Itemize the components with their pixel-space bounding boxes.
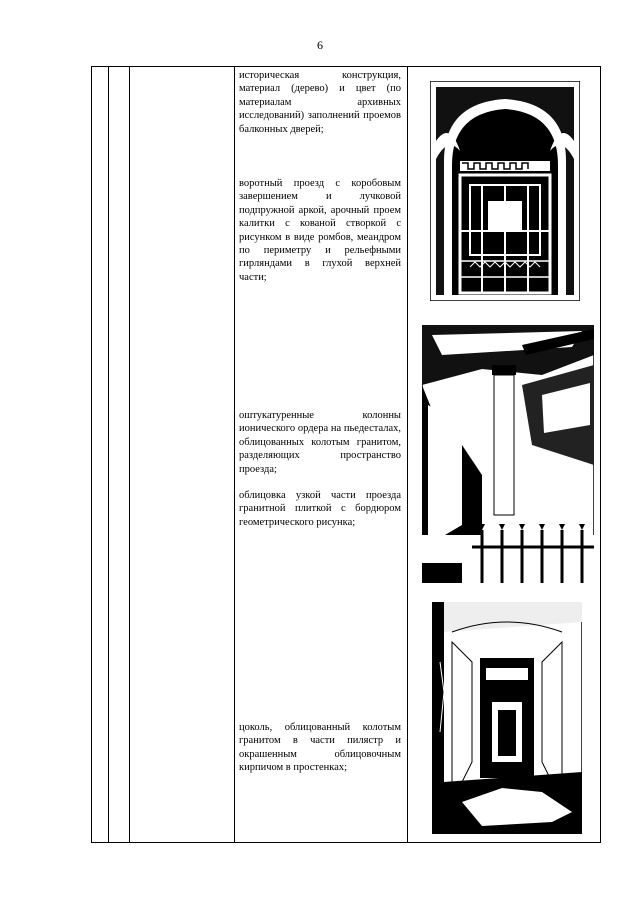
column-divider <box>234 67 235 842</box>
row-text-plinth: цоколь, облицованный колотым гранитом в части пилястр и окрашенным облицовочным кирпичом в простенках; <box>239 722 401 774</box>
row-text-balcony-doors: историческая конструкция, материал (дерево) и цвет (по материалам архивных исследований) заполнений проемов балконных дверей; <box>239 70 401 135</box>
columns-photo <box>422 325 594 583</box>
column-divider <box>407 67 408 842</box>
row-text-passage-cladding: облицовка узкой части проезда гранитной плиткой с бордюром геометрического рисунка; <box>239 490 401 528</box>
column-divider <box>108 67 109 842</box>
row-text-gateway: воротный проезд с коробовым завершением и лучковой подпружной аркой, арочный проем калитки с кованой створкой с рисунком в виде ромбов, меандром по периметру и рельефными гирляндами в глухой верхней части; <box>239 178 401 283</box>
row-text-columns: оштукатуренные колонны ионического ордера на пьедесталах, облицованных колотым гранитом, разделяющих пространство проезда; <box>239 410 401 475</box>
column-divider <box>129 67 130 842</box>
gateway-photo <box>430 81 580 301</box>
heritage-table <box>91 66 601 843</box>
page-number: 6 <box>317 38 323 52</box>
plinth-photo <box>432 602 582 834</box>
